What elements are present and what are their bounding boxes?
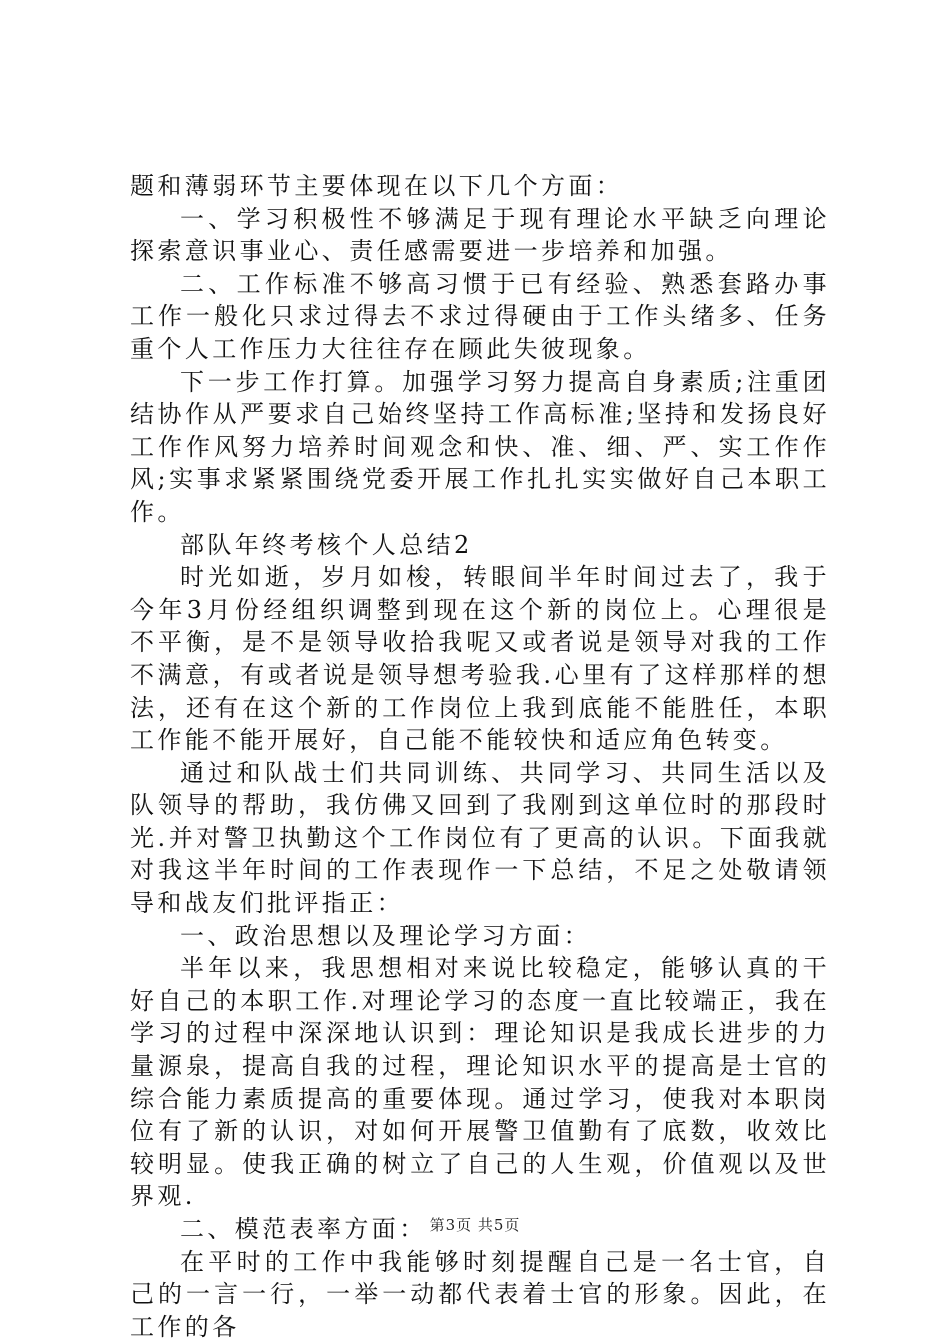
paragraph-1: 题和薄弱环节主要体现在以下几个方面： (130, 172, 624, 200)
subheading-exemplary: 二、模范表率方面： (180, 1215, 427, 1243)
subheading-political: 一、政治思想以及理论学习方面： (180, 921, 591, 950)
document-body (130, 170, 830, 1343)
paragraph-6: 时光如逝，岁月如梭，转眼间半年时间过去了，我于今年3月份经组织调整到现在这个新的岗位上。心理很是不平衡，是不是领导收拾我呢又或者说是领导对我的工作不满意，有或者说是领导想考验我.心里有了这样那样的想法，还有在这个新的工作岗位上我到底能不能胜任，本职工作能不能开展好，自己能不能较快和适应角色转变。 (130, 563, 830, 755)
paragraph-4: 下一步工作打算。加强学习努力提高自身素质;注重团结协作从严要求自己始终坚持工作高标准;坚持和发扬良好工作作风努力培养时间观念和快、准、细、严、实工作作风;实事求紧紧围绕党委开展工作扎扎实实做好自己本职工作。 (130, 367, 830, 526)
paragraph-3: 二、工作标准不够高习惯于已有经验、熟悉套路办事工作一般化只求过得去不求过得硬由于工作头绪多、任务重个人工作压力大往往存在顾此失彼现象。 (130, 269, 830, 363)
page-number-footer: 第3页 共5页 (429, 1216, 521, 1234)
paragraph-2: 一、学习积极性不够满足于现有理论水平缺乏向理论探索意识事业心、责任感需要进一步培养和加强。 (130, 204, 830, 266)
paragraph-11: 在平时的工作中我能够时刻提醒自己是一名士官，自己的一言一行，一举一动都代表着士官的形象。因此，在工作的各 (130, 1247, 830, 1341)
paragraph-7: 通过和队战士们共同训练、共同学习、共同生活以及队领导的帮助，我仿佛又回到了我刚到这单位时的那段时光.并对警卫执勤这个工作岗位有了更高的认识。下面我就对我这半年时间的工作表现作一下总结，不足之处敬请领导和战友们批评指正： (130, 758, 830, 918)
section-heading: 部队年终考核个人总结2 (180, 530, 473, 559)
paragraph-9: 半年以来，我思想相对来说比较稳定，能够认真的干好自己的本职工作.对理论学习的态度一直比较端正，我在学习的过程中深深地认识到：理论知识是我成长进步的力量源泉，提高自我的过程，理论知识水平的提高是士官的综合能力素质提高的重要体现。通过学习，使我对本职岗位有了新的认识，对如何开展警卫值勤有了底数，收效比较明显。使我正确的树立了自己的人生观，价值观以及世界观. (130, 954, 830, 1211)
